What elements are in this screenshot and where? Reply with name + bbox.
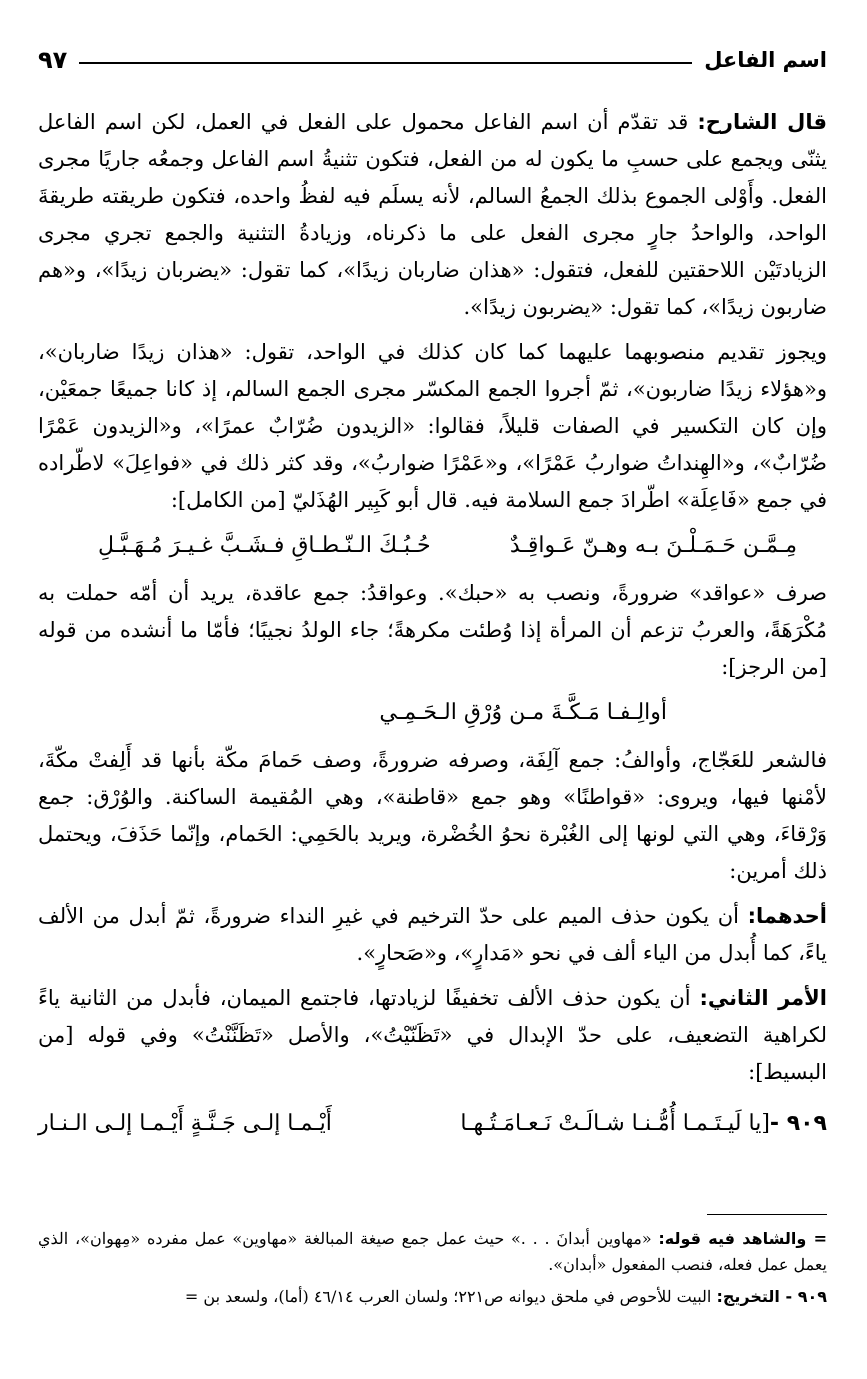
paragraph (38, 104, 827, 326)
paragraph-lead: أحدهما: (747, 904, 827, 928)
paragraph-text: قد تقدّم أن اسم الفاعل محمول على الفعل في العمل، لكن اسم الفاعل يثنّى ويجمع على حسبِ ما يكون له من الفعل، فتكون تثنيةُ اسم الفاعل وجمعُه جاريًا مجرى الفعل. وأَوْلى الجموع بذلك الجمعُ السالم، لأنه يسلَم فيه لفظُ واحده، فتكون طريقته طريقةَ الواحد، والواحدُ جارٍ مجرى الفعل على ما ذكرناه، وزيادةُ التثنية والجمع تجري مجرى الزيادتَيْن اللاحقتين للفعل، فتقول: «هذان ضاربان زيدًا»، كما تقول: «يضربان زيدًا»، و«هم ضاربون زيدًا»، كما تقول: «يضربون زيدًا». (38, 110, 827, 319)
verse-hemistich-first: مِـمَّـن حَـمَـلْـنَ بـه وهـنّ عَـواقِـدٌ (509, 533, 797, 558)
footnote (38, 1226, 827, 1278)
footnote-text: «مهاوين أبدانَ . . .» حيث عمل جمع صيغة المبالغة «مهاوين» عمل مفرده «مِهوان»، الذي يعمل عمل فعله، فنصب المفعول «أبدان». (38, 1229, 827, 1274)
paragraph-lead: قال الشارح: (697, 110, 827, 134)
footnote-lead: = والشاهد فيه قوله: (658, 1229, 827, 1248)
running-title: اسم الفاعل (704, 48, 827, 72)
paragraph-text: صرف «عواقد» ضرورةً، ونصب به «حبك». وعواقدُ: جمع عاقدة، يريد أن أمّه حملت به مُكْرَهَةً، والعربُ تزعم أن المرأة إذا وُطئت مكرهةً؛ جاء الولدُ نجيبًا؛ فأمّا ما أنشده من قوله [من الرجز]: (38, 581, 827, 679)
paragraph-lead: الأمر الثاني: (699, 986, 827, 1010)
footnote-separator (707, 1214, 827, 1215)
verse-number: ٩٠٩ - (769, 1111, 827, 1136)
footnote (38, 1284, 827, 1310)
verse-hemistich-second: أَيْـمـا إلـى جَـنَّـةٍ أَيْـمـا إلـى الـنـار (38, 1111, 332, 1136)
paragraph (38, 898, 827, 972)
paragraph-text: ويجوز تقديم منصوبهما عليهما كما كان كذلك في الواحد، تقول: «هذان زيدًا ضاربان»، و«هؤلاء زيدًا ضاربون»، ثمّ أجروا الجمع المكسّر مجرى الجمع السالم، إذ كانا جميعًا جمعَيْن، وإن كان التكسير في الصفات قليلاً، فقالوا: «الزيدون ضُرّابٌ عمرًا»، و«الزيدون عَمْرًا ضُرّابٌ»، و«الهِنداتُ ضواربُ عَمْرًا»، و«عَمْرًا ضواربُ»، وقد كثر ذلك في «فواعِلَ» لاطّراده في جمع «فَاعِلَة» اطّرادَ جمع السلامة فيه. قال أبو كَبِير الهُذَليّ [من الكامل]: (38, 340, 827, 512)
page-number: ٩٧ (38, 46, 68, 74)
header-rule (79, 62, 692, 64)
verse-first-text: [يا لَيـتَـمـا أُمُّـنـا شـالَـتْ نَـعـامَـتُـهـا (460, 1111, 770, 1136)
paragraph-text: أن يكون حذف الألف تخفيفًا لزيادتها، فاجتمع الميمان، فأبدل من الثانية ياءً لكراهية التضعيف، على حدّ الإبدال في «تَظَنّيْتُ»، والأصل «تَظَنَّنْتُ» وفي قوله [من البسيط]: (38, 986, 827, 1084)
footnote-lead: ٩٠٩ - التخريج: (716, 1287, 827, 1306)
footnotes (38, 1226, 827, 1316)
paragraph (38, 742, 827, 890)
main-text (38, 104, 827, 1153)
paragraph (38, 334, 827, 519)
verse-line (98, 694, 667, 732)
paragraph (38, 980, 827, 1091)
page-header (38, 40, 827, 80)
verse-hemistich-second: حُـبُـكَ الـنّـطـاقِ فـشَـبَّ غـيـرَ مُـهَـبَّـلِ (98, 533, 431, 558)
paragraph-text: فالشعر للعَجّاج، وأوالفُ: جمع آلِفَة، وصرفه ضرورةً، وصف حَمامَ مكّة بأنها قد أَلِفتْ مكّةَ، لأمْنها فيها، ويروى: «قواطنًا» وهو جمع «قاطنة»، وهي المُقيمة الساكنة. والوُرْق: جمع وَرْقاءَ، وهي التي لونها إلى الغُبْرة نحوُ الخُضْرة، ويريد بالحَمِي: الحَمام، وإنّما حَذَفَ، ويحتمل ذلك أمرين: (38, 748, 827, 883)
verse-couplet-numbered (38, 1105, 827, 1143)
paragraph-text: أن يكون حذف الميم على حدّ الترخيم في غيرِ النداء ضرورةً، ثمّ أبدل من الألف ياءً، كما أُبدل من الياء ألف في نحو «مَدارٍ»، و«صَحارٍ». (38, 904, 827, 965)
verse-hemistich-first (460, 1105, 827, 1143)
verse-couplet (98, 527, 797, 565)
verse-text: أوالِـفـا مَـكَّـةَ مـن وُرْقِ الـحَـمِـي (379, 700, 667, 725)
footnote-text: البيت للأحوص في ملحق ديوانه ص٢٢١؛ ولسان العرب ٤٦/١٤ (أما)، ولسعد بن = (184, 1287, 712, 1306)
paragraph (38, 575, 827, 686)
